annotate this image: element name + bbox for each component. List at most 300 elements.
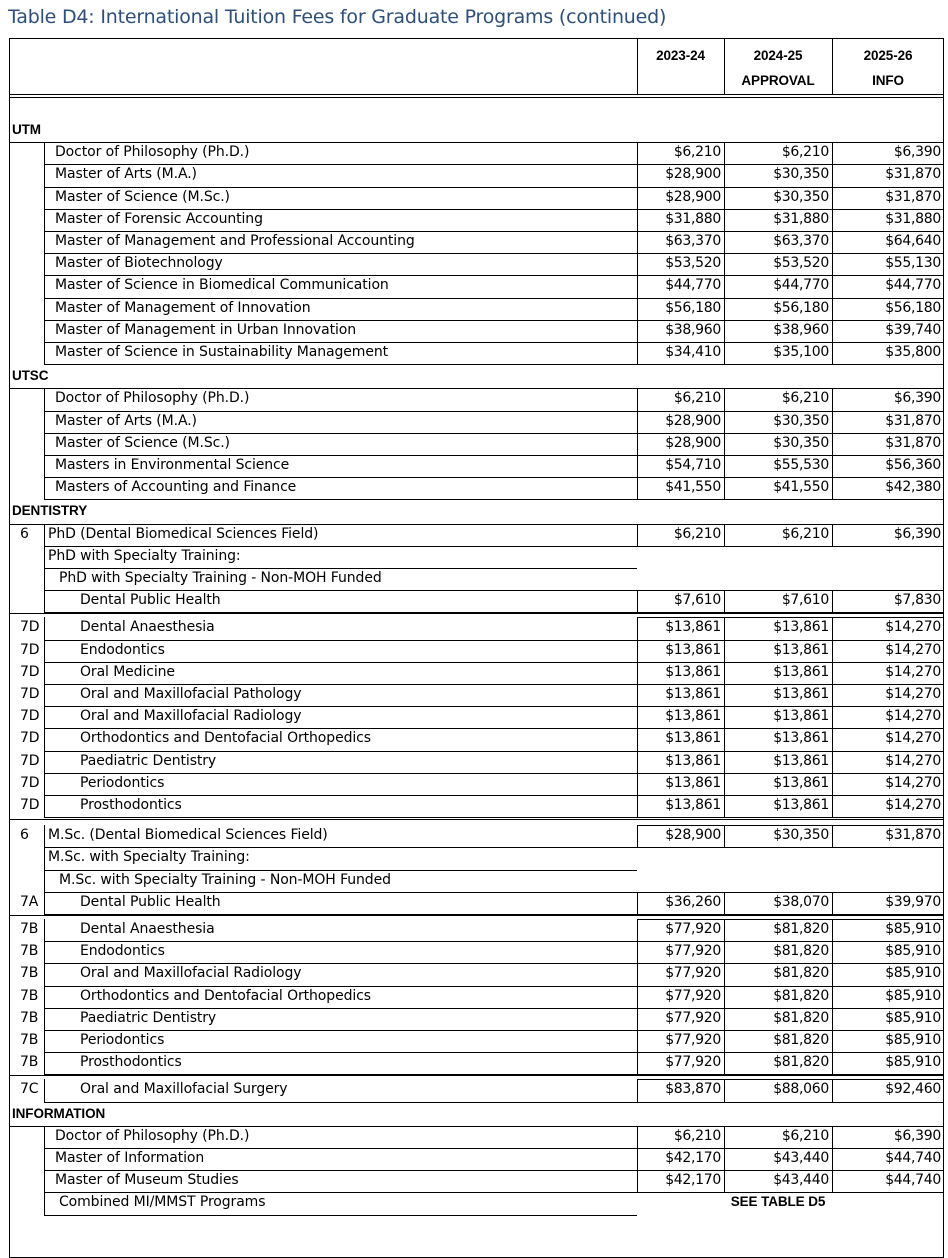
fee-cell: $6,390: [893, 525, 941, 542]
cell-divider: [832, 231, 833, 253]
fee-cell: $31,880: [665, 210, 721, 227]
cell-divider: [832, 795, 833, 817]
code-divider: [44, 1008, 45, 1030]
program-code: 7B: [20, 1009, 39, 1026]
program-name: Master of Arts (M.A.): [55, 412, 197, 429]
cell-divider: [724, 1170, 725, 1192]
cell-divider: [832, 1008, 833, 1030]
program-name: Master of Science (M.Sc.): [55, 434, 230, 451]
code-divider: [44, 590, 45, 612]
fee-cell: $13,861: [665, 774, 721, 791]
fee-cell: $85,910: [885, 1009, 941, 1026]
cell-divider: [724, 728, 725, 750]
fee-cell: $30,350: [773, 412, 829, 429]
fee-cell: $77,920: [665, 1032, 721, 1048]
cell-divider: [832, 617, 833, 639]
cell-divider: [832, 825, 833, 847]
cell-divider: [832, 728, 833, 750]
program-code: 7B: [20, 921, 39, 937]
cell-divider: [832, 1148, 833, 1170]
row-rule: [44, 817, 637, 818]
cell-divider: [724, 640, 725, 662]
fee-cell: $81,820: [773, 1009, 829, 1026]
row-rule: [637, 728, 944, 729]
cell-divider: [724, 142, 725, 164]
cell-divider: [637, 231, 638, 253]
fee-cell: $85,910: [885, 987, 941, 1004]
code-divider: [44, 455, 45, 477]
fee-cell: $6,210: [781, 525, 829, 542]
program-code: 7B: [20, 965, 39, 982]
fee-cell: $28,900: [665, 188, 721, 205]
fee-cell: $31,870: [885, 827, 941, 844]
program-code: 7D: [20, 641, 40, 658]
program-name: Master of Biotechnology: [55, 255, 223, 272]
row-rule: [637, 640, 944, 641]
code-divider: [44, 684, 45, 706]
cell-divider: [637, 1170, 638, 1192]
cell-divider: [637, 142, 638, 164]
program-name: Periodontics: [80, 1032, 165, 1048]
table-title: Table D4: International Tuition Fees for Graduate Programs (continued): [8, 6, 667, 28]
code-divider: [44, 1030, 45, 1052]
fee-cell: $77,920: [665, 965, 721, 982]
cell-divider: [724, 231, 725, 253]
cell-divider: [724, 751, 725, 773]
fee-cell: $42,380: [885, 479, 941, 496]
cell-divider: [637, 477, 638, 499]
code-divider: [44, 164, 45, 186]
program-name: Masters of Accounting and Finance: [55, 479, 297, 496]
fee-cell: $64,640: [885, 233, 941, 249]
row-rule: [637, 499, 944, 500]
fee-cell: $6,210: [673, 525, 721, 542]
fee-cell: $6,390: [893, 1127, 941, 1144]
fee-cell: $28,900: [665, 412, 721, 429]
cell-divider: [724, 706, 725, 728]
column-header-2024-25: 2024-25: [753, 48, 803, 63]
cell-divider: [724, 986, 725, 1008]
cell-divider: [832, 751, 833, 773]
fee-cell: $30,350: [773, 827, 829, 844]
fee-cell: $14,270: [885, 730, 941, 747]
fee-cell: $53,520: [773, 255, 829, 272]
fee-cell: $6,210: [673, 1127, 721, 1144]
cell-divider: [832, 706, 833, 728]
cell-divider: [832, 164, 833, 186]
row-rule: [637, 364, 944, 365]
cell-divider: [832, 1079, 833, 1101]
fee-cell: $77,920: [665, 943, 721, 960]
program-name: Oral and Maxillofacial Radiology: [80, 708, 302, 725]
program-name: M.Sc. (Dental Biomedical Sciences Field): [48, 827, 328, 844]
fee-cell: $13,861: [773, 641, 829, 658]
fee-cell: $39,970: [885, 893, 941, 910]
code-divider: [44, 1192, 45, 1214]
section-heading: DENTISTRY: [12, 503, 88, 519]
fee-cell: $6,390: [893, 144, 941, 161]
cell-divider: [832, 298, 833, 320]
program-name: Oral Medicine: [80, 663, 175, 680]
cell-divider: [832, 253, 833, 275]
cell-divider: [637, 617, 638, 639]
code-divider: [44, 253, 45, 275]
program-code: 6: [20, 827, 29, 844]
fee-cell: $6,390: [893, 390, 941, 407]
program-code: 7D: [20, 619, 40, 636]
program-code: 7C: [20, 1081, 39, 1098]
cell-divider: [637, 963, 638, 985]
program-name: PhD with Specialty Training - Non-MOH Funded: [59, 570, 382, 586]
row-rule: [44, 364, 637, 365]
fee-cell: $6,210: [781, 144, 829, 161]
cell-divider: [724, 253, 725, 275]
program-name: Endodontics: [80, 641, 165, 658]
program-name: Doctor of Philosophy (Ph.D.): [55, 144, 250, 161]
fee-cell: $41,550: [665, 479, 721, 496]
cell-divider: [637, 892, 638, 914]
fee-cell: $31,880: [885, 210, 941, 227]
row-rule: [637, 773, 944, 774]
cell-divider: [724, 941, 725, 963]
cell-divider: [832, 388, 833, 410]
cell-divider: [724, 524, 725, 546]
fee-cell: $13,861: [773, 730, 829, 747]
cell-divider: [832, 892, 833, 914]
fee-cell: $56,180: [773, 299, 829, 316]
fee-cell: $13,861: [665, 730, 721, 747]
program-name: Oral and Maxillofacial Pathology: [80, 686, 302, 702]
cell-divider: [724, 825, 725, 847]
code-divider: [44, 640, 45, 662]
program-name: Master of Information: [55, 1150, 205, 1166]
section-heading: INFORMATION: [12, 1105, 106, 1121]
cell-divider: [637, 433, 638, 455]
code-divider: [44, 433, 45, 455]
fee-cell: $81,820: [773, 965, 829, 982]
code-divider: [44, 825, 45, 847]
cell-divider: [637, 1079, 638, 1101]
program-name: Master of Museum Studies: [55, 1172, 239, 1189]
fee-cell: $77,920: [665, 921, 721, 937]
code-divider: [44, 411, 45, 433]
group-separator: [9, 915, 944, 916]
fee-cell: $30,350: [773, 188, 829, 205]
fee-cell: $31,880: [773, 210, 829, 227]
program-name: Masters in Environmental Science: [55, 457, 290, 473]
code-divider: [44, 773, 45, 795]
cell-divider: [637, 320, 638, 342]
row-rule: [637, 684, 944, 685]
cell-divider: [832, 986, 833, 1008]
fee-cell: $81,820: [773, 943, 829, 960]
fee-cell: $88,060: [773, 1081, 829, 1098]
program-name: Orthodontics and Dentofacial Orthopedics: [80, 730, 371, 747]
row-rule: [44, 499, 637, 500]
fee-cell: $85,910: [885, 1054, 941, 1071]
fee-cell: $7,610: [673, 592, 721, 609]
fee-cell: $77,920: [665, 1054, 721, 1071]
fee-cell: $36,260: [665, 893, 721, 910]
cell-divider: [832, 1052, 833, 1074]
row-rule: [637, 817, 944, 818]
cell-divider: [637, 773, 638, 795]
code-divider: [44, 342, 45, 364]
program-name: Doctor of Philosophy (Ph.D.): [55, 1127, 250, 1144]
fee-cell: $14,270: [885, 774, 941, 791]
fee-cell: $13,861: [773, 708, 829, 725]
cell-divider: [724, 433, 725, 455]
cell-divider: [724, 320, 725, 342]
cell-divider: [832, 275, 833, 297]
fee-cell: $31,870: [885, 434, 941, 451]
row-rule: [637, 1052, 944, 1053]
cell-divider: [724, 1052, 725, 1074]
cell-divider: [724, 209, 725, 231]
program-name: Combined MI/MMST Programs: [59, 1194, 266, 1211]
cell-divider: [832, 477, 833, 499]
cell-divider: [832, 590, 833, 612]
code-divider: [44, 986, 45, 1008]
row-rule: [637, 590, 944, 591]
program-name: Master of Forensic Accounting: [55, 210, 263, 227]
cell-divider: [637, 253, 638, 275]
row-rule: [637, 847, 944, 848]
program-code: 7B: [20, 1054, 39, 1071]
code-divider: [44, 568, 45, 590]
fee-cell: $43,440: [773, 1172, 829, 1189]
fee-cell: $14,270: [885, 663, 941, 680]
cell-divider: [724, 590, 725, 612]
cell-divider: [637, 684, 638, 706]
fee-cell: $81,820: [773, 987, 829, 1004]
fee-cell: $13,861: [773, 797, 829, 813]
cell-divider: [637, 795, 638, 817]
row-rule: [637, 320, 944, 321]
fee-cell: $44,740: [885, 1172, 941, 1189]
cell-divider: [724, 388, 725, 410]
row-rule: [637, 1170, 944, 1171]
fee-cell: $13,861: [773, 752, 829, 769]
fee-cell: $28,900: [665, 827, 721, 844]
cell-divider: [637, 388, 638, 410]
fee-cell: $83,870: [665, 1081, 721, 1098]
cell-divider: [724, 411, 725, 433]
program-name: Master of Management of Innovation: [55, 299, 311, 316]
fee-cell: $92,460: [885, 1081, 941, 1098]
row-rule: [637, 892, 944, 893]
cell-divider: [832, 941, 833, 963]
program-name: Dental Anaesthesia: [80, 619, 215, 636]
cell-divider: [637, 524, 638, 546]
group-separator: [9, 819, 944, 820]
program-name: Master of Management and Professional Accounting: [55, 233, 415, 249]
column-header-2025-26: 2025-26: [863, 48, 913, 63]
code-divider: [44, 1148, 45, 1170]
cell-divider: [637, 209, 638, 231]
program-name: Paediatric Dentistry: [80, 752, 217, 769]
fee-cell: $41,550: [773, 479, 829, 496]
program-name: Orthodontics and Dentofacial Orthopedics: [80, 987, 371, 1004]
code-divider: [44, 919, 45, 941]
fee-cell: $13,861: [773, 663, 829, 680]
code-divider: [44, 617, 45, 639]
program-name: Dental Public Health: [80, 592, 221, 609]
fee-cell: $85,910: [885, 965, 941, 982]
fee-cell: $6,210: [781, 1127, 829, 1144]
fee-cell: $38,960: [665, 321, 721, 338]
fee-cell: $44,740: [885, 1150, 941, 1166]
see-table-note: SEE TABLE D5: [730, 1194, 826, 1210]
row-rule: [637, 164, 944, 165]
cell-divider: [724, 1008, 725, 1030]
cell-divider: [637, 342, 638, 364]
fee-cell: $42,170: [665, 1172, 721, 1189]
fee-cell: $56,180: [665, 299, 721, 316]
code-divider: [44, 524, 45, 546]
cell-divider: [832, 773, 833, 795]
cell-divider: [832, 1170, 833, 1192]
fee-cell: $14,270: [885, 752, 941, 769]
cell-divider: [637, 751, 638, 773]
cell-divider: [832, 455, 833, 477]
column-header-info: INFO: [872, 73, 904, 88]
cell-divider: [637, 728, 638, 750]
fee-cell: $38,070: [773, 893, 829, 910]
cell-divider: [832, 662, 833, 684]
table-top-border: [9, 38, 944, 39]
program-name: Master of Science in Biomedical Communication: [55, 277, 389, 294]
program-code: 7B: [20, 1032, 39, 1048]
cell-divider: [637, 706, 638, 728]
program-name: Doctor of Philosophy (Ph.D.): [55, 390, 250, 407]
row-rule: [637, 941, 944, 942]
row-rule: [637, 1008, 944, 1009]
program-name: PhD with Specialty Training:: [48, 547, 241, 564]
cell-divider: [637, 919, 638, 941]
cell-divider: [832, 411, 833, 433]
cell-divider: [724, 342, 725, 364]
cell-divider: [637, 298, 638, 320]
fee-cell: $39,740: [885, 321, 941, 338]
fee-cell: $31,870: [885, 412, 941, 429]
row-rule: [637, 524, 944, 525]
program-name: Master of Management in Urban Innovation: [55, 321, 357, 338]
program-code: 7D: [20, 663, 40, 680]
table-left-border: [9, 38, 10, 1257]
section-heading: UTSC: [12, 368, 49, 384]
cell-divider: [637, 1008, 638, 1030]
row-rule: [637, 706, 944, 707]
cell-divider: [724, 963, 725, 985]
fee-cell: $44,770: [885, 277, 941, 294]
cell-divider: [724, 187, 725, 209]
code-divider: [44, 751, 45, 773]
cell-divider: [637, 986, 638, 1008]
program-name: Dental Anaesthesia: [80, 921, 215, 937]
code-divider: [44, 870, 45, 892]
cell-divider: [637, 590, 638, 612]
fee-cell: $7,830: [893, 592, 941, 609]
fee-cell: $13,861: [665, 641, 721, 658]
program-code: 7D: [20, 797, 40, 813]
group-separator: [9, 1075, 944, 1076]
fee-cell: $77,920: [665, 987, 721, 1004]
program-code: 6: [20, 525, 29, 542]
code-divider: [44, 847, 45, 869]
code-divider: [44, 388, 45, 410]
program-code: 7A: [20, 893, 39, 910]
header-bottom-rule: [9, 97, 944, 98]
cell-divider: [637, 187, 638, 209]
code-divider: [44, 231, 45, 253]
program-name: Periodontics: [80, 774, 165, 791]
cell-divider: [637, 662, 638, 684]
cell-divider: [832, 342, 833, 364]
program-code: 7B: [20, 987, 39, 1004]
code-divider: [44, 209, 45, 231]
fee-cell: $77,920: [665, 1009, 721, 1026]
code-divider: [44, 963, 45, 985]
program-code: 7D: [20, 686, 40, 702]
program-name: Prosthodontics: [80, 797, 182, 813]
cell-divider: [832, 142, 833, 164]
fee-cell: $6,210: [781, 390, 829, 407]
fee-cell: $56,180: [885, 299, 941, 316]
fee-cell: $85,910: [885, 1032, 941, 1048]
cell-divider: [724, 795, 725, 817]
row-rule: [637, 275, 944, 276]
fee-cell: $53,520: [665, 255, 721, 272]
program-code: 7B: [20, 943, 39, 960]
fee-cell: $35,100: [773, 344, 829, 360]
fee-cell: $31,870: [885, 166, 941, 183]
column-header-approval: APPROVAL: [741, 73, 815, 88]
fee-cell: $28,900: [665, 434, 721, 451]
row-rule: [637, 825, 944, 826]
fee-cell: $63,370: [773, 233, 829, 249]
row-rule: [637, 662, 944, 663]
cell-divider: [724, 1148, 725, 1170]
cell-divider: [637, 640, 638, 662]
program-name: Oral and Maxillofacial Radiology: [80, 965, 302, 982]
fee-cell: $34,410: [665, 344, 721, 360]
cell-divider: [832, 187, 833, 209]
cell-divider: [724, 1126, 725, 1148]
fee-cell: $13,861: [665, 797, 721, 813]
row-rule: [637, 1126, 944, 1127]
row-rule: [637, 253, 944, 254]
cell-divider: [637, 825, 638, 847]
fee-cell: $7,610: [781, 592, 829, 609]
row-rule: [637, 919, 944, 920]
row-rule: [637, 546, 944, 547]
program-name: Master of Arts (M.A.): [55, 166, 197, 183]
code-divider: [44, 1079, 45, 1101]
fee-cell: $44,770: [665, 277, 721, 294]
cell-divider: [637, 275, 638, 297]
cell-divider: [637, 411, 638, 433]
fee-cell: $54,710: [665, 457, 721, 473]
fee-cell: $81,820: [773, 1032, 829, 1048]
row-rule: [637, 455, 944, 456]
fee-cell: $35,800: [885, 344, 941, 360]
fee-cell: $6,210: [673, 390, 721, 407]
cell-divider: [724, 275, 725, 297]
code-divider: [44, 546, 45, 568]
code-divider: [44, 662, 45, 684]
row-rule: [637, 142, 944, 143]
